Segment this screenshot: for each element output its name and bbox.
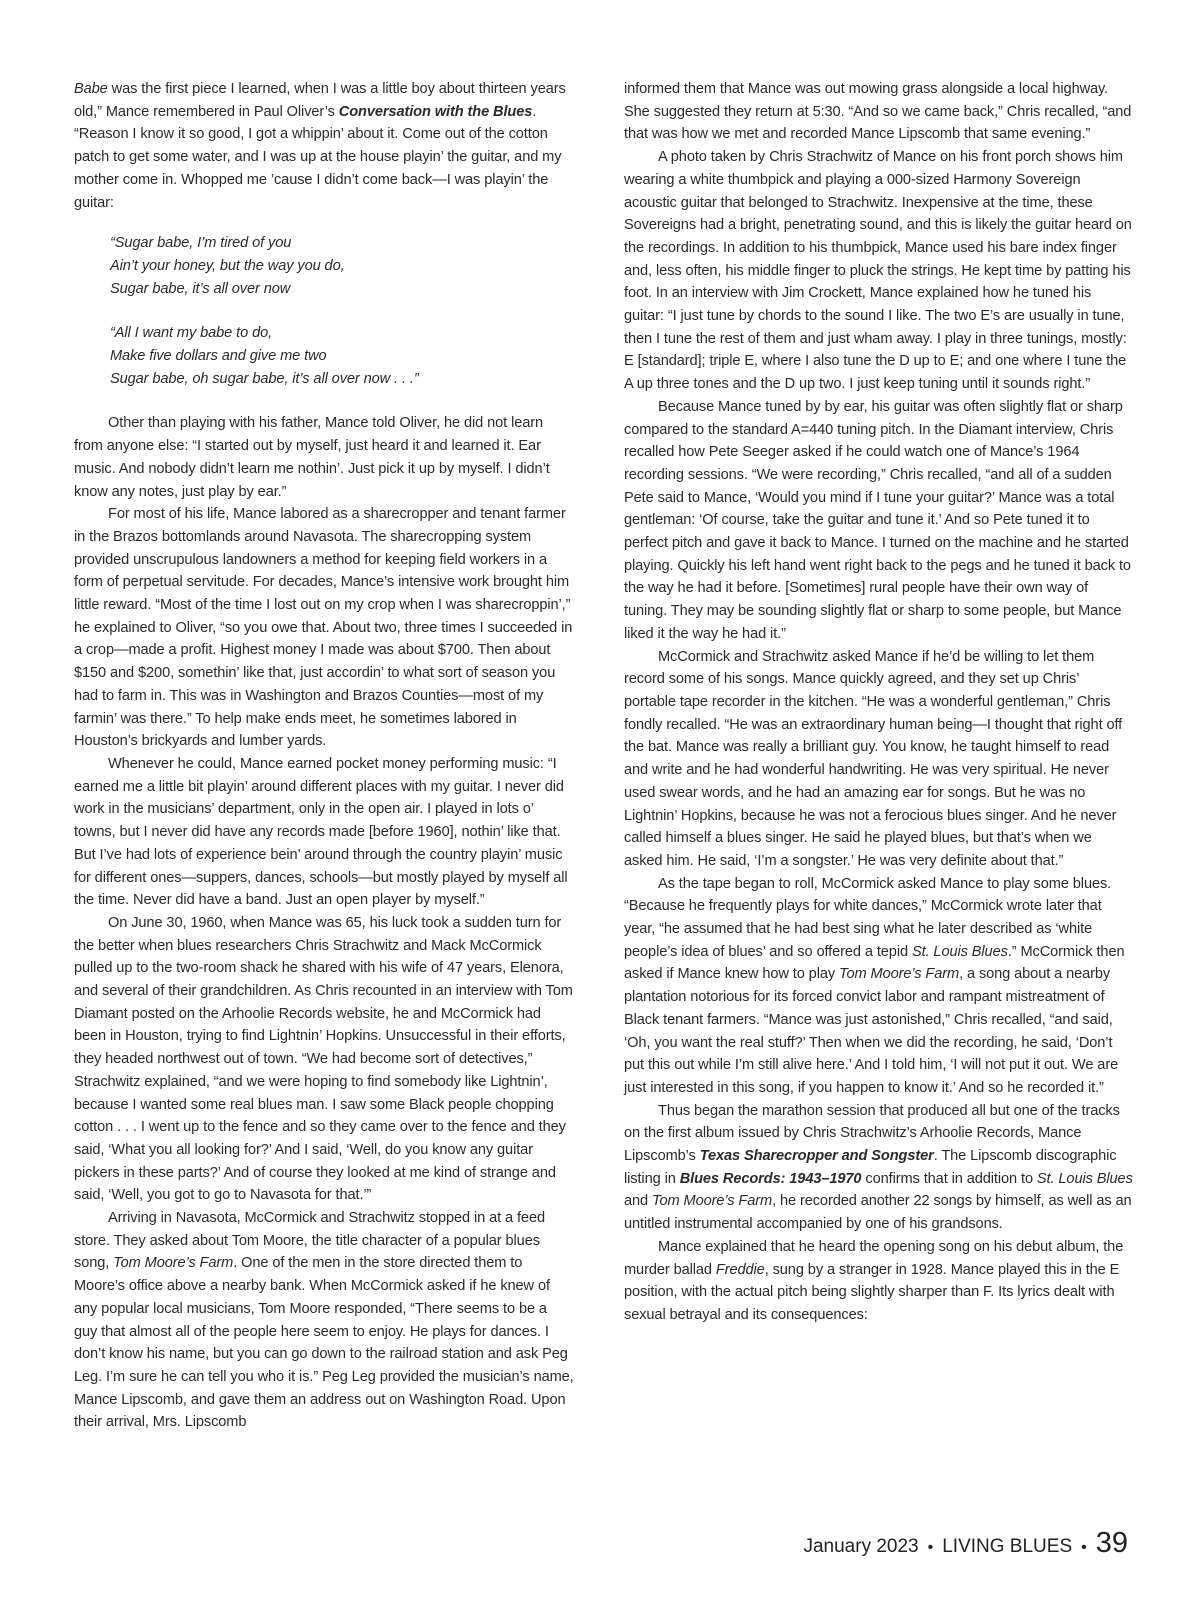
- text-run: , a song about a nearby plantation notorious for its forced convict labor and rampant mistreatment of Black tenant farmers. “Mance was just astonished,” Chris recalled, “and said, ‘Oh, you want the real stuff?’ Then when we did the recording, he said, ‘Don’t put this out while I’m still alive here.’ And I told him, ‘I will not put it out. We are just interested in this song, if you happen to know it.’ And so he recorded it.”: [624, 966, 1119, 1096]
- song-title: Tom Moore’s Farm: [113, 1255, 234, 1272]
- text-run: , sung by a stranger in 1928. Mance played this in the E position, with the actual pitch being slightly sharper than F. Its lyrics dealt with sexual betrayal and its consequences:: [624, 1261, 1120, 1323]
- bullet-separator: •: [1081, 1539, 1087, 1556]
- paragraph: [624, 1236, 1134, 1327]
- book-title: Conversation with the Blues: [338, 103, 533, 120]
- left-column: [74, 78, 574, 1434]
- lyric-line: Sugar babe, it’s all over now: [110, 280, 291, 297]
- song-title: Babe: [74, 81, 108, 97]
- song-title: Tom Moore’s Farm: [839, 966, 960, 983]
- album-title: Texas Sharecropper and Songster: [699, 1148, 934, 1165]
- text-run: .” McCormick then asked if Mance knew how to play: [624, 943, 1125, 983]
- text-run: . One of the men in the store directed them to Moore’s office above a nearby bank. When McCormick asked if he knew of any popular local musicians, Tom Moore responded, “There seems to be a guy that almost all of the people here seem to enjoy. He plays for dances. I don’t know his name, but you can go down to the railroad station and ask Peg Leg. I’m sure he can tell you who it is.” Peg Leg provided the musician’s name, Mance Lipscomb, and gave them an address out on Washington Road. Upon their arrival, Mrs. Lipscomb: [74, 1255, 574, 1431]
- song-title: Tom Moore’s Farm: [652, 1193, 773, 1210]
- paragraph: [624, 873, 1134, 1100]
- issue-date: January 2023: [803, 1536, 919, 1557]
- lyric-line: “Sugar babe, I’m tired of you: [110, 235, 292, 252]
- paragraph: informed them that Mance was out mowing grass alongside a local highway. She suggested they return at 5:30. “And so we came back,” Chris recalled, “and that was how we met and recorded Mance Lipscomb that same evening.”: [624, 81, 1132, 143]
- bullet-separator: •: [927, 1539, 934, 1556]
- paragraph: Because Mance tuned by by ear, his guitar was often slightly flat or sharp compared to the standard A=440 tuning pitch. In the Diamant interview, Chris recalled how Pete Seeger asked if he could watch one of Mance’s 1964 recording sessions. “We were recording,” Chris recalled, “and all of a sudden Pete said to Mance, ‘Would you mind if I tune your guitar?’ Mance was a total gentleman: ‘Of course, take the guitar and tune it.’ And so Pete tuned it to perfect pitch and gave it back to Mance. I turned on the machine and he started playing. Quickly his left hand went right back to the pegs and he tuned it back to the way he had it before. [Sometimes] rural people have their own way of tuning. They may be sounding slightly flat or sharp to some people, but Mance liked it the way he had it.”: [624, 398, 1131, 642]
- paragraph: McCormick and Strachwitz asked Mance if he’d be willing to let them record some of his songs. Mance quickly agreed, and they set up Chris’ portable tape recorder in the kitchen. “He was a wonderful gentleman,” Chris fondly recalled. “He was an extraordinary human being—I thought that right off the bat. Mance was really a brilliant guy. You know, he taught himself to read and write and he had wonderful handwriting. He was very spiritual. He never used swear words, and he had an amazing ear for songs. But he was no Lightnin’ Hopkins, because he was not a ferocious blues singer. And he never called himself a blues singer. He said he played blues, but that’s when we asked him. He said, ‘I’m a songster.’ He was very definite about that.”: [624, 648, 1123, 869]
- text-run: , he recorded another 22 songs by himself, as well as an untitled instrumental accompanied by one of his grandsons.: [624, 1193, 1132, 1233]
- paragraph: [624, 1100, 1134, 1236]
- text-run: . The Lipscomb discographic listing in: [624, 1148, 1117, 1187]
- song-title: Freddie: [715, 1261, 765, 1278]
- paragraph: [74, 1207, 574, 1434]
- lyric-line: Sugar babe, oh sugar babe, it’s all over now . . .”: [110, 370, 419, 387]
- magazine-name: LIVING BLUES: [942, 1536, 1073, 1557]
- paragraph: Other than playing with his father, Mance told Oliver, he did not learn from anyone else: “I started out by myself, just heard it and learned it. Ear music. And nobody didn’t learn me nothin’. Just pick it up by myself. I didn’t know any notes, just play by ear.”: [74, 415, 550, 500]
- lyric-line: “All I want my babe to do,: [110, 325, 273, 342]
- text-run: As the tape began to roll, McCormick asked Mance to play some blues. “Because he frequently plays for white dances,” McCormick wrote later that year, “he assumed that he had best sing what he later described as ‘white people’s idea of blues’ and so offered a tepid: [624, 875, 1112, 960]
- text-run: . “Reason I know it so good, I got a whippin’ about it. Come out of the cotton patch to get some water, and I was up at the house playin’ the guitar, and my mother come in. Whopped me ’cause I didn’t come back—I was playin’ the guitar:: [74, 103, 562, 211]
- text-run: Arriving in Navasota, McCormick and Strachwitz stopped in at a feed store. They asked about Tom Moore, the title character of a popular blues song,: [74, 1210, 545, 1272]
- lyrics-block: [110, 232, 574, 390]
- text-run: was the first piece I learned, when I was a little boy about thirteen years old,” Mance remembered in Paul Oliver’s: [74, 81, 566, 120]
- lyric-line: Make five dollars and give me two: [110, 348, 327, 365]
- page-footer: [803, 1527, 1128, 1564]
- paragraph: Whenever he could, Mance earned pocket money performing music: “I earned me a little bit playin’ around different places with my guitar. I never did work in the musicians’ department, only in the open air. I played in lots o’ towns, but I never did have any records made [before 1960], nothin’ like that. But I’ve had lots of experience bein’ around through the country playin’ music for different ones—suppers, dances, schools—but mostly played by myself all the time. Never did have a band. Just an open player by myself.”: [74, 755, 568, 909]
- paragraph: On June 30, 1960, when Mance was 65, his luck took a sudden turn for the better when blues researchers Chris Strachwitz and Mack McCormick pulled up to the two-room shack he shared with his wife of 47 years, Elenora, and several of their grandchildren. As Chris recounted in an interview with Tom Diamant posted on the Arhoolie Records website, he and McCormick had been in Houston, trying to find Lightnin’ Hopkins. Unsuccessful in their efforts, they headed northwest out of town. “We had become sort of detectives,” Strachwitz explained, “and we were hoping to find somebody like Lightnin’, because I wanted some real blues man. I saw some Black people chopping cotton . . . I went up to the fence and so they came over to the fence and they said, ‘What you all looking for?’ And I said, ‘Well, do you know any guitar pickers in these parts?’ And of course they looked at me kind of strange and said, ‘Well, you got to go to Navasota for that.’”: [74, 914, 573, 1204]
- lyrics-stanza: [110, 232, 574, 300]
- song-title: St. Louis Blues: [1036, 1170, 1133, 1187]
- paragraph: For most of his life, Mance labored as a sharecropper and tenant farmer in the Brazos bottomlands around Navasota. The sharecropping system provided unscrupulous landowners a method for keeping field workers in a form of perpetual servitude. For decades, Mance’s intensive work brought him little reward. “Most of the time I lost out on my crop when I was sharecroppin’,” he explained to Oliver, “so you owe that. About two, three times I succeeded in a crop—made a profit. Highest money I made was about $700. Then about $150 and $200, somethin’ like that, just accordin’ to what sort of season you had to farm in. This was in Washington and Brazos Counties—most of my farmin’ was there.” To help make ends meet, he sometimes labored in Houston’s brickyards and lumber yards.: [74, 506, 573, 750]
- book-title: Blues Records: 1943–1970: [679, 1170, 862, 1187]
- paragraph: [74, 78, 574, 214]
- text-run: Mance explained that he heard the opening song on his debut album, the murder ballad: [624, 1238, 1124, 1278]
- text-run: and: [624, 1193, 653, 1210]
- right-column: [624, 78, 1134, 1327]
- text-run: Thus began the marathon session that produced all but one of the tracks on the first album issued by Chris Strachwitz’s Arhoolie Records, Mance Lipscomb’s: [624, 1102, 1120, 1165]
- lyrics-stanza: [110, 322, 574, 390]
- text-run: confirms that in addition to: [861, 1170, 1037, 1187]
- lyric-line: Ain’t your honey, but the way you do,: [110, 257, 345, 274]
- paragraph: A photo taken by Chris Strachwitz of Mance on his front porch shows him wearing a white thumbpick and playing a 000-sized Harmony Sovereign acoustic guitar that belonged to Strachwitz. Inexpensive at the time, these Sovereigns had a bright, penetrating sound, and this is likely the guitar heard on the recordings. In addition to his thumbpick, Mance used his bare index finger and, less often, his middle finger to pluck the strings. He kept time by patting his foot. In an interview with Jim Crockett, Mance explained how he tuned his guitar: “I just tune by chords to the sound I like. The two E’s are usually in tune, then I tune the rest of them and just wham away. I play in three tunings, mostly: E [standard]; triple E, where I also tune the D up to E; and one where I tune the A up three tones and the D up two. I just keep tuning until it sounds right.”: [624, 149, 1132, 393]
- song-title: St. Louis Blues: [911, 943, 1008, 960]
- page-number: 39: [1095, 1527, 1128, 1559]
